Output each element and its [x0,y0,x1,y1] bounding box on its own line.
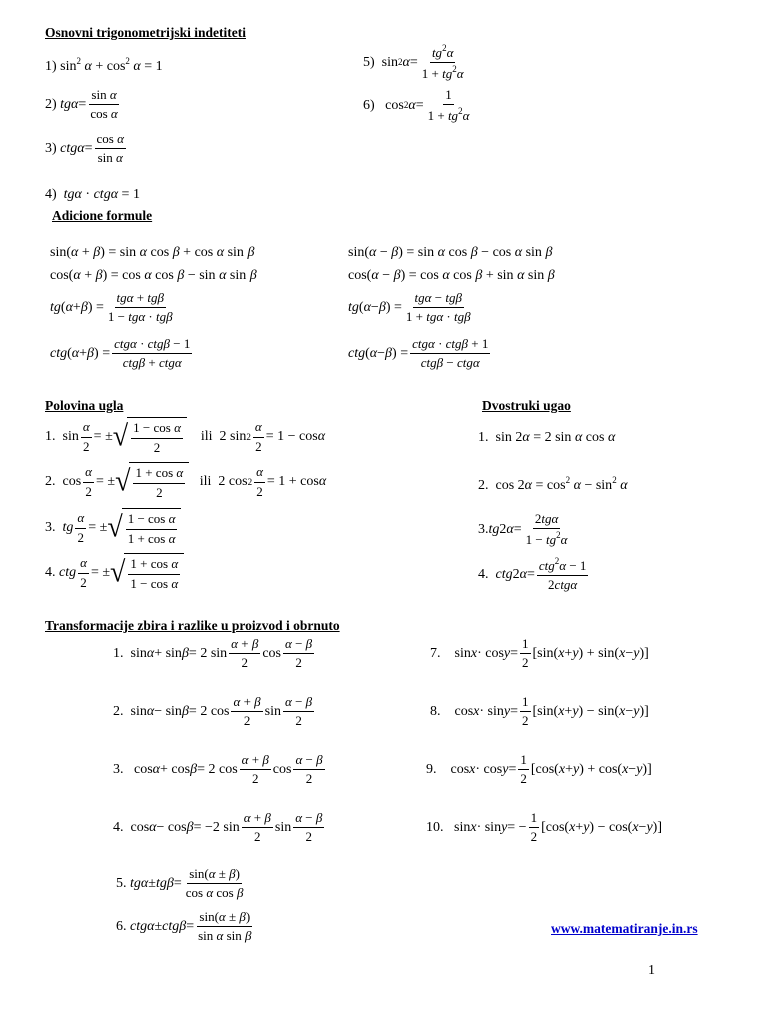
addition-sin-plus: sin(α + β) = sin α cos β + cos α sin β [50,245,255,260]
transform-8: 8. cos x · sin y = $\frac{1}{2}$ [sin( x + y ) − sin( x − y )] [430,694,649,729]
transform-5: 5. tgα ± tgβ = $\frac{\sin(\alpha \pm \beta)}{\text{cos α cos β}}$ [116,866,244,901]
heading-double-angle: Dvostruki ugao [482,398,571,413]
website-link[interactable]: www.matematiranje.in.rs [551,921,698,936]
identity-6: 6) cos 2 α = $\frac{1}{1 + tg^2\alpha}$ [363,87,470,124]
identity-2: 2) tgα = $\frac{\text{sin α}}{\text{cos α}}$ [45,87,118,122]
addition-cos-minus: cos(α − β) = cos α cos β + sin α sin β [348,268,555,283]
addition-tg-plus: tg ( α + β ) = $\frac{\text{tgα + tgβ}}{\text{1 − tgα · tgβ}}$ [50,290,173,325]
transform-10: 10. sin x · sin y = − $\frac{1}{2}$ [cos( x + y ) − cos( x − y )] [426,810,662,845]
addition-ctg-minus: ctg ( α − β ) = $\frac{\text{ctgα · ctgβ + 1}}{\text{ctgβ − ctgα}}$ [348,336,489,371]
heading-transformations: Transformacije zbira i razlike u proizvod i obrnuto [45,618,340,633]
heading-addition: Adicione formule [52,208,153,223]
double-angle-3: 3. tg 2 α = $\frac{\text{2tgα}}{1 - tg^2\alpha}$ [478,511,568,548]
addition-tg-minus: tg ( α − β ) = $\frac{\text{tgα − tgβ}}{\text{1 + tgα · tgβ}}$ [348,290,471,325]
transform-3: 3. cos α + cos β = 2 cos $\frac{\alpha + \beta}{2}$ cos $\frac{\alpha - \beta}{2}$ [113,752,323,787]
half-angle-4: 4. ctg $\frac{\alpha}{2}$ = ± √ $\frac{\text{1 + cos α}}{\text{1 − cos α}}$ [45,553,184,593]
double-angle-2: 2. $\cos 2\alpha = \cos^2 \alpha - \sin^2 \alpha$ [478,475,628,493]
double-angle-1: 1. sin 2α = 2 sin α cos α [478,430,616,445]
identity-4: 4) tgα · ctgα = 1 [45,187,140,202]
transform-6: 6. ctgα ± ctgβ = $\frac{\sin(\alpha \pm \beta)}{\text{sin α sin β}}$ [116,909,252,944]
half-angle-2: 2. cos $\frac{\alpha}{2}$ = ± √ $\frac{\text{1 + cos α}}{2}$ ili 2 cos 2 $\frac{\alpha}{2}$ = 1 + cos α [45,462,326,502]
identity-1: 1) $\sin^2 \alpha + \cos^2 \alpha = 1$ [45,56,163,74]
identity-5: 5) sin 2 α = $\frac{tg^2\alpha}{1 + tg^2\alpha}$ [363,43,464,82]
double-angle-4: 4. ctg 2 α = $\frac{ctg^2\alpha - 1}{\text{2ctgα}}$ [478,556,587,593]
identity-3: 3) ctgα = $\frac{\text{cos α}}{\text{sin α}}$ [45,131,124,166]
heading-identities: Osnovni trigonometrijski indetiteti [45,25,246,40]
page-number: 1 [648,963,655,978]
heading-half-angle: Polovina ugla [45,398,124,413]
addition-cos-plus: cos(α + β) = cos α cos β − sin α sin β [50,268,257,283]
addition-ctg-plus: ctg ( α + β ) = $\frac{\text{ctgα · ctgβ − 1}}{\text{ctgβ + ctgα}}$ [50,336,191,371]
half-angle-3: 3. tg $\frac{\alpha}{2}$ = ± √ $\frac{\text{1 − cos α}}{\text{1 + cos α}}$ [45,508,181,548]
addition-sin-minus: sin(α − β) = sin α cos β − cos α sin β [348,245,553,260]
transform-1: 1. sin α + sin β = 2 sin $\frac{\alpha + \beta}{2}$ cos $\frac{\alpha - \beta}{2}$ [113,636,313,671]
transform-9: 9. cos x · cos y = $\frac{1}{2}$ [cos( x + y ) + cos( x − y )] [426,752,652,787]
transform-4: 4. cos α − cos β = −2 sin $\frac{\alpha + \beta}{2}$ sin $\frac{\alpha - \beta}{2}$ [113,810,323,845]
half-angle-1: 1. sin $\frac{\alpha}{2}$ = ± √ $\frac{\text{1 − cos α}}{2}$ ili 2 sin 2 $\frac{\alpha}{2}$ = 1 − cos α [45,417,325,457]
transform-7: 7. sin x · cos y = $\frac{1}{2}$ [sin( x + y ) + sin( x − y )] [430,636,649,671]
transform-2: 2. sin α − sin β = 2 cos $\frac{\alpha + \beta}{2}$ sin $\frac{\alpha - \beta}{2}$ [113,694,313,729]
